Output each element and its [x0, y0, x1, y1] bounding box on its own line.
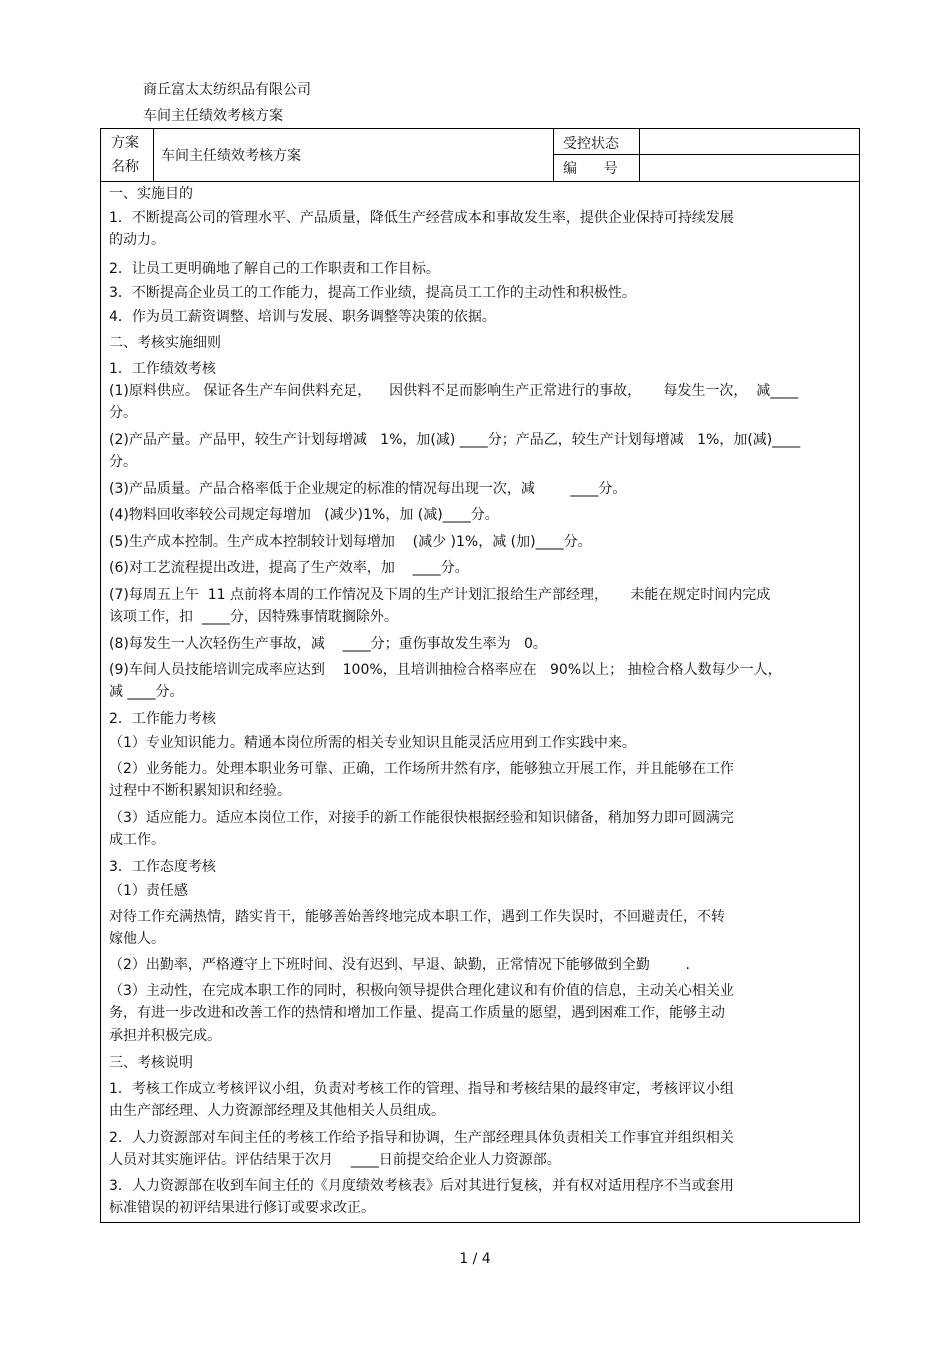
content-line: （2）出勤率，严格遵守上下班时间、没有迟到、早退、缺勤，正常情况下能够做到全勤 . — [109, 957, 690, 973]
content-line: (1)原料供应。 保证各生产车间供料充足， 因供料不足而影响生产正常进行的事故， 每发生一次， 减____ — [109, 383, 799, 399]
content-line: (2)产品产量。产品甲，较生产计划每增减 1%，加(减) ____分；产品乙，较生产计划每增减 1%，加(减)____ — [109, 432, 801, 448]
divider — [553, 129, 554, 181]
content-line: (4)物料回收率较公司规定每增加 (减少)1%，加 (减)____分。 — [109, 507, 499, 523]
divider — [639, 129, 640, 181]
company-name: 商丘富太太纺织品有限公司 — [143, 82, 311, 98]
plan-name-label-top: 方案 — [111, 135, 139, 151]
content-line: （2）业务能力。处理本职业务可靠、正确，工作场所井然有序，能够独立开展工作，并且能够在工作 — [109, 761, 734, 777]
content-line: 成工作。 — [109, 832, 165, 848]
content-line: （1）责任感 — [109, 883, 188, 899]
content-line: （3）适应能力。适应本岗位工作，对接手的新工作能很快根据经验和知识储备，稍加努力即可圆满完 — [109, 810, 734, 826]
content-line: 分。 — [109, 454, 137, 470]
content-line: 3．工作态度考核 — [109, 859, 216, 875]
content-line: 分。 — [109, 405, 137, 421]
content-line: (6)对工艺流程提出改进，提高了生产效率，加 ____分。 — [109, 560, 469, 576]
content-line: 一、实施目的 — [109, 186, 193, 202]
plan-meta-row — [101, 129, 859, 182]
content-line: 2．让员工更明确地了解自己的工作职责和工作目标。 — [109, 261, 440, 277]
content-line: 承担并积极完成。 — [109, 1028, 221, 1044]
content-line: (9)车间人员技能培训完成率应达到 100%，且培训抽检合格率应在 90%以上； 抽检合格人数每少一人， — [109, 662, 782, 678]
content-line: 1．考核工作成立考核评议小组，负责对考核工作的管理、指导和考核结果的最终审定，考核评议小组 — [109, 1081, 734, 1097]
content-line: 的动力。 — [109, 232, 165, 248]
content-line: （3）主动性，在完成本职工作的同时，积极向领导提供合理化建议和有价值的信息，主动关心相关业 — [109, 983, 734, 999]
content-line: 减 ____分。 — [109, 684, 184, 700]
content-line: （1）专业知识能力。精通本岗位所需的相关专业知识且能灵活应用到工作实践中来。 — [109, 735, 636, 751]
plan-table — [100, 128, 860, 1223]
content-line: (7)每周五上午 11 点前将本周的工作情况及下周的生产计划汇报给生产部经理， 未能在规定时间内完成 — [109, 587, 771, 603]
content-line: 三、考核说明 — [109, 1055, 193, 1071]
content-line: 过程中不断积累知识和经验。 — [109, 783, 291, 799]
content-line: 对待工作充满热情，踏实肯干，能够善始善终地完成本职工作，遇到工作失误时，不回避责任，不转 — [109, 909, 725, 925]
document-number-label: 编 号 — [563, 161, 618, 177]
content-line: 该项工作，扣 ____分，因特殊事情耽搁除外。 — [109, 609, 398, 625]
plan-name-label-bottom: 名称 — [111, 159, 139, 175]
content-line: 2．人力资源部对车间主任的考核工作给予指导和协调，生产部经理具体负责相关工作事宜并组织相关 — [109, 1130, 734, 1146]
divider — [153, 129, 154, 181]
content-line: 二、考核实施细则 — [109, 335, 221, 351]
divider — [553, 154, 859, 155]
content-line: 4．作为员工薪资调整、培训与发展、职务调整等决策的依据。 — [109, 309, 496, 325]
content-line: (8)每发生一人次轻伤生产事故，减 ____分；重伤事故发生率为 0。 — [109, 636, 547, 652]
content-line: 3．人力资源部在收到车间主任的《月度绩效考核表》后对其进行复核，并有权对适用程序不当或套用 — [109, 1178, 734, 1194]
plan-name-value: 车间主任绩效考核方案 — [161, 148, 301, 164]
content-line: 1．工作绩效考核 — [109, 361, 216, 377]
document-title: 车间主任绩效考核方案 — [143, 108, 283, 124]
content-line: 2．工作能力考核 — [109, 711, 216, 727]
content-line: 人员对其实施评估。评估结果于次月 ____日前提交给企业人力资源部。 — [109, 1152, 561, 1168]
content-line: 务，有进一步改进和改善工作的热情和增加工作量、提高工作质量的愿望，遇到困难工作，能够主动 — [109, 1005, 725, 1021]
content-line: 嫁他人。 — [109, 931, 165, 947]
content-line: 标准错误的初评结果进行修订或要求改正。 — [109, 1200, 375, 1216]
content-line: (3)产品质量。产品合格率低于企业规定的标准的情况每出现一次，减 ____分。 — [109, 481, 627, 497]
control-status-label: 受控状态 — [563, 136, 619, 152]
content-line: 1．不断提高公司的管理水平、产品质量，降低生产经营成本和事故发生率，提供企业保持可持续发展 — [109, 210, 734, 226]
content-line: 由生产部经理、人力资源部经理及其他相关人员组成。 — [109, 1103, 445, 1119]
content-line: (5)生产成本控制。生产成本控制较计划每增加 (减少 )1%，减 (加)____分。 — [109, 534, 592, 550]
page-number: 1 / 4 — [459, 1251, 491, 1267]
content-line: 3．不断提高企业员工的工作能力，提高工作业绩，提高员工工作的主动性和积极性。 — [109, 285, 636, 301]
